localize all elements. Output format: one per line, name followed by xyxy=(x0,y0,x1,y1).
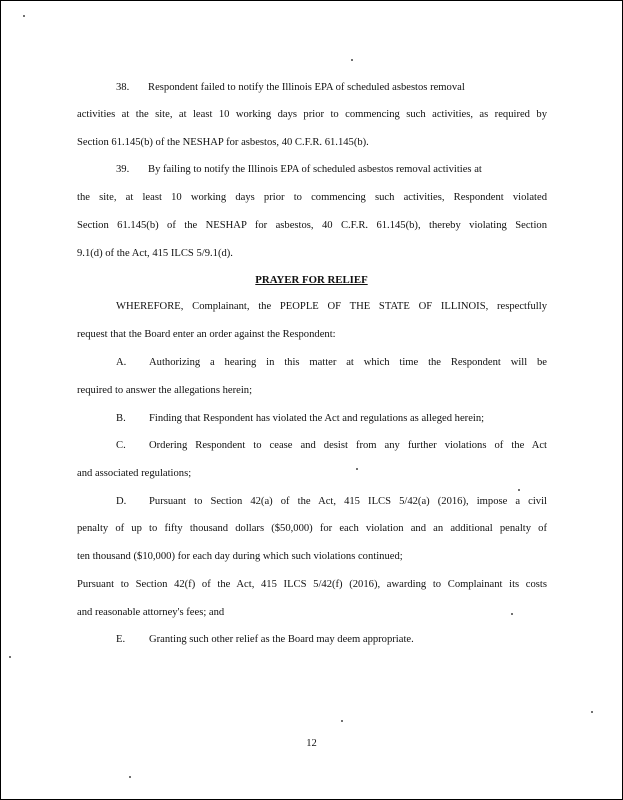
paragraph-39-number: 39. xyxy=(116,164,130,175)
item-e-label: E. xyxy=(116,634,126,645)
item-b-line-1: Finding that Respondent has violated the Act and regulations as alleged herein; xyxy=(149,413,485,424)
scan-speck xyxy=(518,489,520,491)
scan-speck xyxy=(511,613,513,615)
paragraph-39-line-1 xyxy=(116,163,547,177)
item-c-line-2: and associated regulations; xyxy=(77,468,192,479)
item-a-line-1: Authorizing a hearing in this matter at which time the Respondent will be xyxy=(149,357,547,368)
paragraph-38-line-1 xyxy=(116,81,547,95)
prayer-intro-line-2: request that the Board enter an order against the Respondent: xyxy=(77,329,336,340)
paragraph-38-text: Respondent failed to notify the Illinois EPA of scheduled asbestos removal xyxy=(148,82,465,93)
paragraph-38-line-3: Section 61.145(b) of the NESHAP for asbestos, 40 C.F.R. 61.145(b). xyxy=(77,137,369,148)
paragraph-39-line-3: Section 61.145(b) of the NESHAP for asbestos, 40 C.F.R. 61.145(b), thereby violating Section xyxy=(77,220,547,231)
costs-line-1: Pursuant to Section 42(f) of the Act, 415 ILCS 5/42(f) (2016), awarding to Complainant its costs xyxy=(77,579,547,590)
item-e-line-1: Granting such other relief as the Board may deem appropriate. xyxy=(149,634,414,645)
paragraph-38-line-2: activities at the site, at least 10 working days prior to commencing such activities, as required by xyxy=(77,109,547,120)
item-d-label: D. xyxy=(116,496,127,507)
scan-speck xyxy=(341,720,343,722)
paragraph-39-line-4: 9.1(d) of the Act, 415 ILCS 5/9.1(d). xyxy=(77,248,233,259)
scan-speck xyxy=(9,656,11,658)
scan-speck xyxy=(351,59,353,61)
scan-speck xyxy=(591,711,593,713)
item-c-label: C. xyxy=(116,440,126,451)
paragraph-39-text: By failing to notify the Illinois EPA of scheduled asbestos removal activities at xyxy=(148,164,482,175)
costs-line-2: and reasonable attorney's fees; and xyxy=(77,607,225,618)
scan-speck xyxy=(129,776,131,778)
item-d-line-3: ten thousand ($10,000) for each day during which such violations continued; xyxy=(77,551,403,562)
item-d-line-2: penalty of up to fifty thousand dollars ($50,000) for each violation and an additional penalty of xyxy=(77,523,547,534)
item-a-label: A. xyxy=(116,357,127,368)
prayer-heading: PRAYER FOR RELIEF xyxy=(255,274,368,286)
item-d-line-1: Pursuant to Section 42(a) of the Act, 415 ILCS 5/42(a) (2016), impose a civil xyxy=(149,496,547,507)
page-number: 12 xyxy=(306,738,317,749)
item-c-line-1: Ordering Respondent to cease and desist from any further violations of the Act xyxy=(149,440,547,451)
scan-speck xyxy=(23,15,25,17)
paragraph-38-number: 38. xyxy=(116,82,130,93)
paragraph-39-line-2: the site, at least 10 working days prior to commencing such activities, Respondent violated xyxy=(77,192,547,203)
item-a-line-2: required to answer the allegations herein; xyxy=(77,385,253,396)
scan-speck xyxy=(356,468,358,470)
item-b-label: B. xyxy=(116,413,126,424)
prayer-intro-line-1: WHEREFORE, Complainant, the PEOPLE OF THE STATE OF ILLINOIS, respectfully xyxy=(116,301,547,312)
